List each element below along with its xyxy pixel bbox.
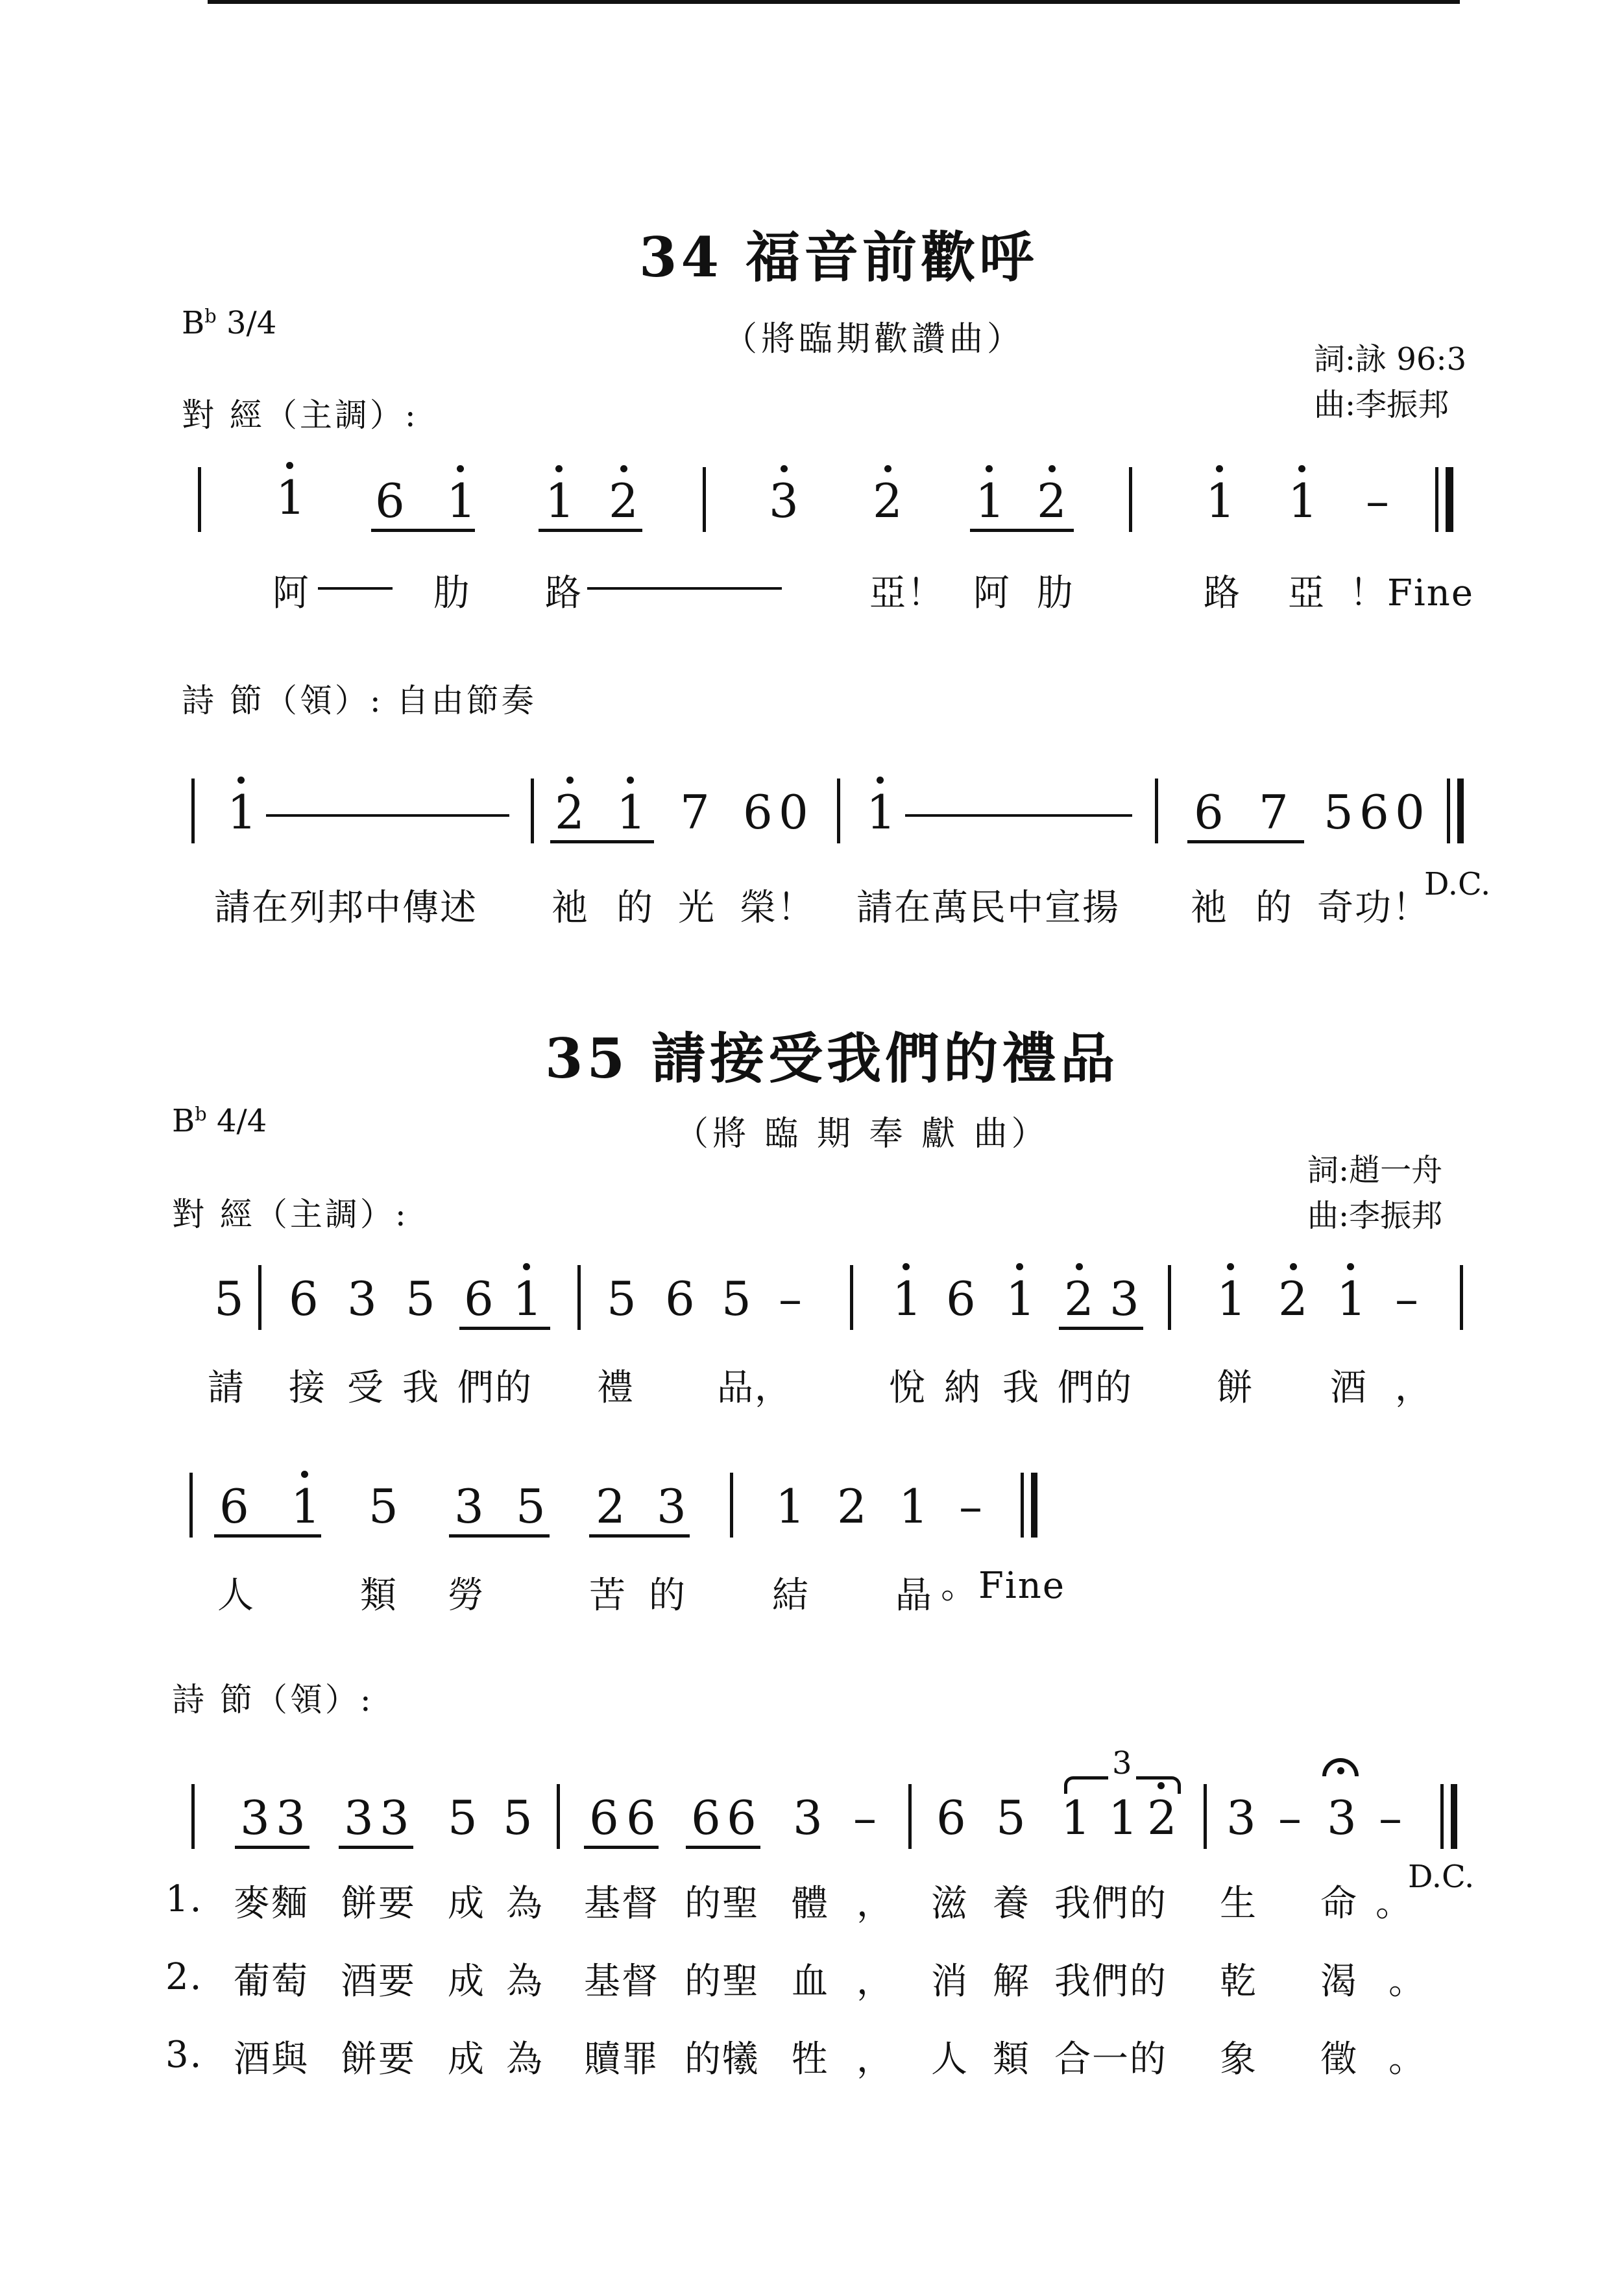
lyric: 的 [649,1575,686,1617]
lyric: 成 [448,1883,485,1925]
note: 1 [1288,474,1318,528]
note: 2 [873,474,903,528]
lyric: 基督 [584,1883,659,1925]
note: 6 [589,1791,619,1845]
lyric: 請在萬民中宣揚 [856,887,1120,929]
note: 2 [1064,1272,1094,1326]
lyric: 肋 [1037,572,1074,614]
verse-number: 2. [165,1956,203,1998]
note: 3 [380,1791,409,1845]
lyric: 餅 [1217,1367,1254,1409]
lyric: 餅要 [341,1883,416,1925]
lyric: 祂 [551,887,589,929]
lyric: 請在列邦中傳述 [214,887,478,929]
lyric: 的犧 [685,2038,760,2081]
lyric: 受 [347,1367,385,1409]
note: 6 [727,1791,757,1845]
note: 1 [1337,1272,1366,1326]
song35-composer: 曲:李振邦 [1307,1198,1443,1234]
lyric: ！Fine [1350,572,1474,614]
lyric: 請 [208,1367,245,1409]
note: 6 [691,1791,721,1845]
lyric: 晶 [895,1575,933,1617]
lyric: 解 [993,1961,1030,2003]
lyric: 酒與 [234,2038,309,2081]
lyric: 贖罪 [584,2038,659,2081]
note: 3 [240,1791,270,1845]
note: 0 [779,785,808,839]
note: 6 [289,1272,319,1326]
note: 6 [626,1791,656,1845]
lyric: 結 [772,1575,810,1617]
lyric: 悅 [889,1367,927,1409]
top-rule [208,0,1460,4]
lyric: 納 [944,1367,982,1409]
lyric: 合一的 [1054,2038,1167,2081]
song35-refrain-label: 對 經（主調）: [172,1196,409,1233]
note: – [853,1791,877,1845]
song35-key: $B^b$ 4/4 [172,1103,267,1139]
lyric: 光 [678,887,716,929]
note: 1 [1217,1272,1246,1326]
song34-lyricist: 詞:詠 96:3 [1314,341,1467,378]
lyric: 我們的 [1054,1961,1167,2003]
note: 2 [555,785,585,839]
lyric: 苦 [589,1575,627,1617]
note: – [779,1272,802,1326]
note: 3 [1109,1272,1139,1326]
note: 3 [344,1791,374,1845]
note: 2 [596,1479,625,1534]
lyric: 成 [448,2038,485,2081]
lyric: 們的 [457,1367,533,1409]
lyric: 。 [1388,2038,1426,2081]
lyric: 葡萄 [234,1961,309,2003]
song35-title: 35 請接受我們的禮品 [545,1026,1119,1091]
lyric: 為 [506,2038,544,2081]
note: – [1379,1791,1402,1845]
note: 1 [227,785,257,839]
lyric: 牲 [792,2038,829,2081]
note: 5 [996,1791,1026,1845]
note: 2 [1278,1272,1308,1326]
note: 6 [219,1479,249,1534]
verse-number: 3. [165,2034,203,2076]
note: 1 [446,474,476,528]
lyric: 亞 [1288,572,1326,614]
note: 1 [1108,1791,1138,1845]
note: 5 [721,1272,751,1326]
lyric: 榮！ [740,887,815,929]
verse-number: 1. [165,1878,203,1920]
lyric: 的 [616,887,654,929]
lyric: 。 [1376,1883,1413,1925]
note: 1 [1061,1791,1091,1845]
triplet-mark: 3 [1108,1745,1136,1781]
lyric: 亞！ [869,572,945,614]
note: 5 [369,1479,398,1534]
song34-dc-mark: D.C. [1424,866,1491,902]
note: 7 [1259,785,1289,839]
song34-verse-label: 詩 節（領）: 自由節奏 [182,682,537,719]
song34-composer: 曲:李振邦 [1314,387,1449,423]
lyric: 們的 [1058,1367,1133,1409]
lyric: 乾 [1220,1961,1257,2003]
note: 1 [1206,474,1235,528]
lyric: 祂 [1191,887,1228,929]
song35-dc-mark: D.C. [1408,1859,1475,1895]
lyric: 阿 [973,572,1011,614]
lyric: 禮 [597,1367,635,1409]
note: 5 [214,1272,244,1326]
note: 1 [975,474,1005,528]
note: 1 [291,1479,321,1534]
note: 3 [454,1479,484,1534]
note: 5 [607,1272,636,1326]
note: 1 [899,1479,928,1534]
lyric: 酒 [1330,1367,1368,1409]
note: 6 [665,1272,695,1326]
note: 2 [837,1479,867,1534]
note: 2 [1147,1791,1177,1845]
lyric: 徵 [1320,2038,1358,2081]
note: – [959,1479,982,1534]
song35-subtitle: （將 臨 期 奉 獻 曲） [675,1115,1049,1153]
lyric: 接 [289,1367,326,1409]
note: 1 [616,785,646,839]
lyric: 阿 [273,572,310,614]
song34-title: 34 福音前歡呼 [639,225,1038,289]
lyric: 為 [506,1883,544,1925]
lyric: 的 [1255,887,1293,929]
note: 3 [1327,1791,1357,1845]
lyric: 成 [448,1961,485,2003]
note: 5 [516,1479,546,1534]
lyric: ， [856,1961,894,2003]
song35-verse-label: 詩 節（領）: [172,1681,374,1719]
note: 1 [545,474,575,528]
note: 3 [657,1479,686,1534]
lyric: 的聖 [685,1961,760,2003]
note: – [1366,474,1389,528]
lyric: 滋 [931,1883,969,1925]
note: 3 [276,1791,306,1845]
lyric: 消 [931,1961,969,2003]
note: 6 [1359,785,1389,839]
lyric: 肋 [433,572,471,614]
lyric: 。 [1388,1961,1426,2003]
lyric: 基督 [584,1961,659,2003]
note: 6 [743,785,773,839]
note: 6 [464,1272,494,1326]
lyric: 餅要 [341,2038,416,2081]
lyric: 奇功！ [1317,887,1430,929]
note: 0 [1395,785,1425,839]
lyric: 人 [217,1575,255,1617]
note: 1 [276,470,306,525]
lyric: 我 [1002,1367,1040,1409]
lyric: 酒要 [341,1961,416,2003]
lyric: 象 [1220,2038,1257,2081]
note: 6 [936,1791,966,1845]
note: – [1395,1272,1418,1326]
song34-refrain-label: 對 經（主調）: [182,396,418,434]
lyric: 生 [1220,1883,1257,1925]
lyric: 我們的 [1054,1883,1167,1925]
note: 1 [513,1272,542,1326]
note: 6 [1194,785,1224,839]
lyric: 養 [993,1883,1030,1925]
note: – [1278,1791,1302,1845]
lyric: 類 [360,1575,398,1617]
lyric: 為 [506,1961,544,2003]
note: 3 [347,1272,377,1326]
lyric: 我 [402,1367,440,1409]
lyric: 勞 [448,1575,485,1617]
note: 6 [946,1272,976,1326]
lyric: 品， [717,1367,792,1409]
lyric: 人 [931,2038,969,2081]
lyric: 類 [993,2038,1030,2081]
lyric: 血 [792,1961,829,2003]
note: 5 [1324,785,1353,839]
song34-key: $B^b$ 3/4 [182,305,277,341]
lyric: ， [1395,1367,1433,1409]
note: 1 [892,1272,922,1326]
lyric: 的聖 [685,1883,760,1925]
note: 5 [503,1791,533,1845]
lyric: 路 [545,572,583,614]
note: 3 [769,474,799,528]
note: 2 [1037,474,1067,528]
note: 1 [775,1479,805,1534]
lyric: 。Fine [941,1565,1065,1607]
note: 6 [375,474,405,528]
lyric: 路 [1204,572,1241,614]
note: 1 [1006,1272,1036,1326]
song34-subtitle: （將臨期歡讚曲） [723,320,1025,359]
lyric: 麥麵 [234,1883,309,1925]
lyric: 渴 [1320,1961,1358,2003]
lyric: 體 [792,1883,829,1925]
lyric: 命 [1320,1883,1358,1925]
note: 5 [406,1272,435,1326]
lyric: ， [856,1883,894,1925]
song35-lyricist: 詞:趙一舟 [1307,1152,1443,1189]
note: 3 [1226,1791,1256,1845]
note: 7 [680,785,710,839]
note: 1 [866,785,896,839]
note: 5 [448,1791,478,1845]
note: 2 [609,474,638,528]
lyric: ， [856,2038,894,2081]
note: 3 [793,1791,823,1845]
